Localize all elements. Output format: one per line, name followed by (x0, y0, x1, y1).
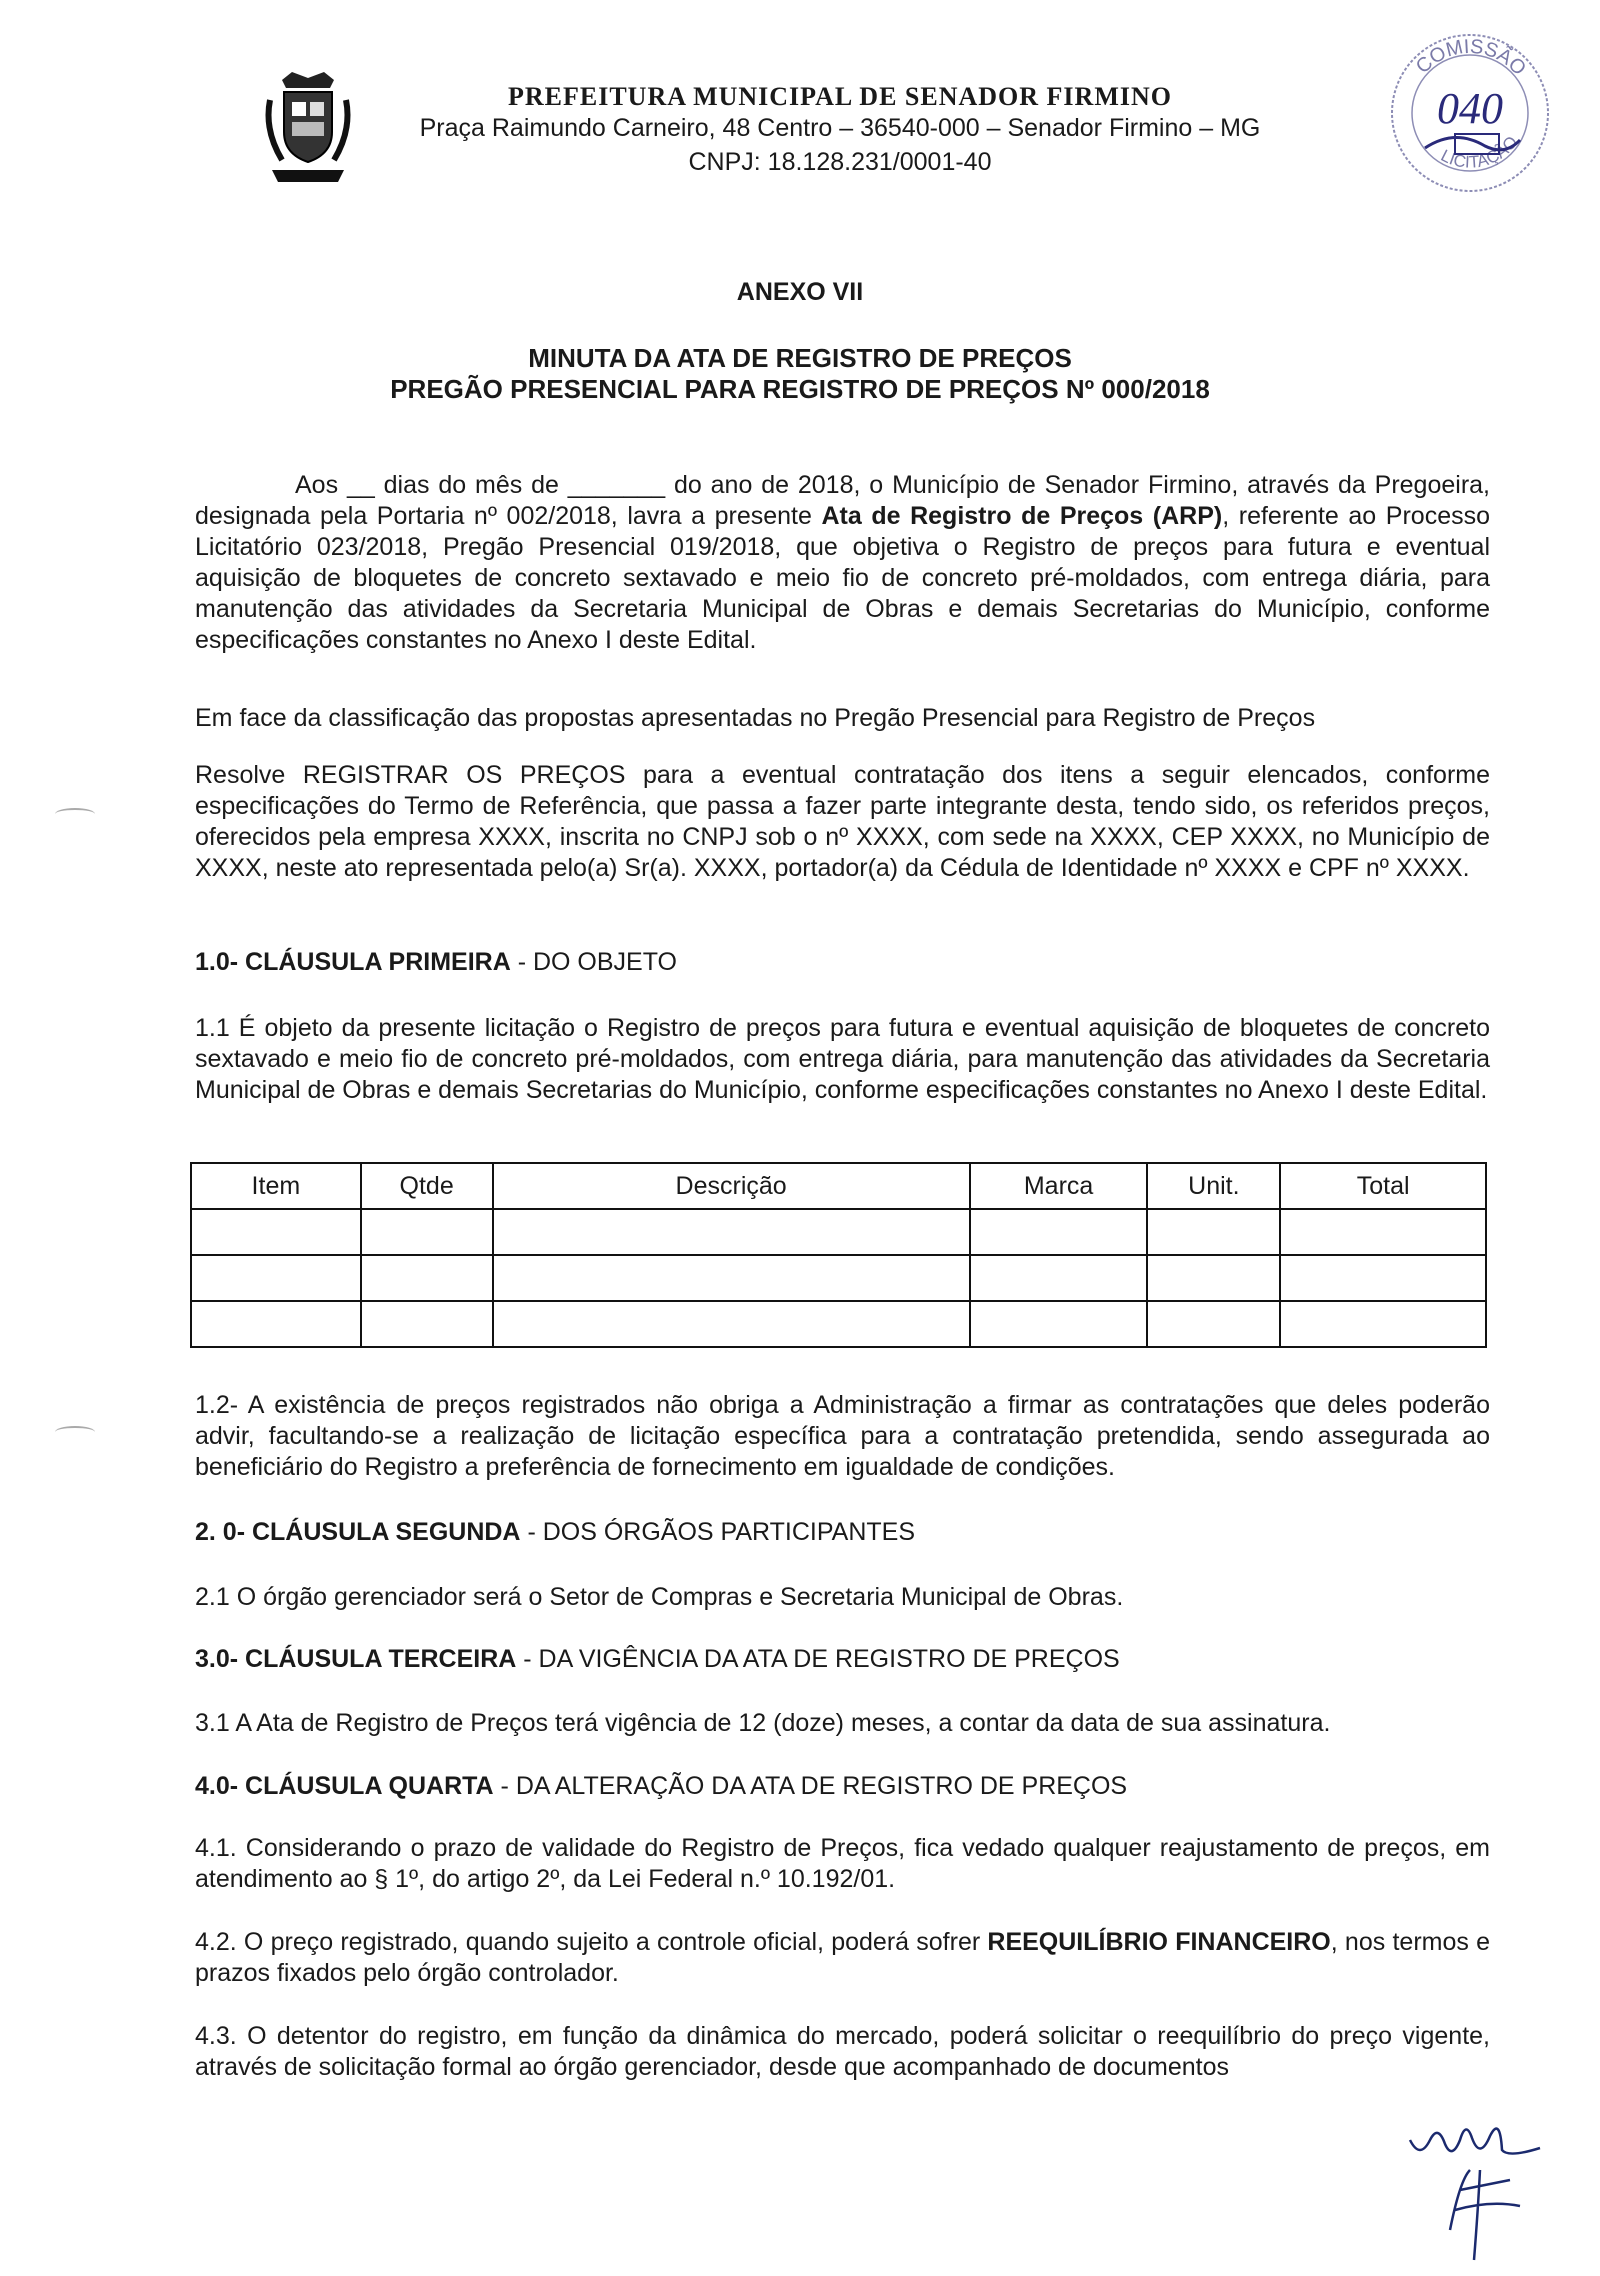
face-line: Em face da classificação das propostas apresentadas no Pregão Presencial para Registro de Preços (195, 704, 1316, 732)
intro-text-part1: Aos __ dias do mês de _______ do ano de 2018, o Município de Senador Firmino, através da Pregoeira, designada pela Portaria nº 002/2018, lavra a presente (195, 471, 1490, 530)
stamp-top-text: COMISSÃO (1411, 35, 1531, 80)
clause1-item2: 1.2- A existência de preços registrados não obriga a Administração a firmar as contratações que deles poderão advir, facultando-se a realização de licitação específica para a contratação pretendida, sendo assegurada ao beneficiário do Registro a preferência de fornecimento em igualdade de condições. (195, 1391, 1490, 1481)
clause4-item2-text-a: 4.2. O preço registrado, quando sujeito a controle oficial, poderá sofrer (195, 1928, 988, 1956)
annex-title: ANEXO VII (736, 278, 864, 306)
document-title-line1: MINUTA DA ATA DE REGISTRO DE PREÇOS (528, 343, 1072, 373)
clause2-heading-bold: 2. 0- CLÁUSULA SEGUNDA (195, 1518, 521, 1546)
table-header-row (191, 1163, 1486, 1209)
stamp-bottom-text: LICITAÇÃO (1437, 132, 1522, 172)
clause1-heading (195, 948, 1490, 977)
clause4-item1: 4.1. Considerando o prazo de validade do Registro de Preços, fica vedado qualquer reajustamento de preços, em atendimento ao § 1º, do artigo 2º, da Lei Federal n.º 10.192/01. (195, 1834, 1490, 1893)
clause4-heading-bold: 4.0- CLÁUSULA QUARTA (195, 1772, 494, 1800)
margin-punch-mark (55, 1426, 95, 1438)
table-row (191, 1209, 1486, 1255)
table-header-marca: Marca (970, 1163, 1148, 1209)
resolve-paragraph: Resolve REGISTRAR OS PREÇOS para a eventual contratação dos itens a seguir elencados, conforme especificações do Termo de Referência, que passa a fazer parte integrante desta, tendo sido, os referidos preços, oferecidos pela empresa XXXX, inscrita no CNPJ sob o nº XXXX, com sede na XXXX, CEP XXXX, no Município de XXXX, neste ato representada pelo(a) Sr(a). XXXX, portador(a) da Cédula de Identidade nº XXXX e CPF nº XXXX. (195, 761, 1490, 882)
clause2-heading-rest: - DOS ÓRGÃOS PARTICIPANTES (520, 1518, 916, 1546)
header-title: PREFEITURA MUNICIPAL DE SENADOR FIRMINO (507, 82, 1172, 111)
margin-punch-mark (55, 808, 95, 820)
commission-stamp (1385, 28, 1555, 198)
handwritten-initials (1390, 2110, 1590, 2270)
clause4-item2-bold: REEQUILÍBRIO FINANCEIRO (987, 1928, 1331, 1956)
table-header-total: Total (1280, 1163, 1486, 1209)
clause4-item2-text-c: , nos termos e prazos fixados pelo órgão controlador. (195, 1928, 1490, 1987)
clause1-heading-bold: 1.0- CLÁUSULA PRIMEIRA (195, 948, 511, 976)
table-header-qtde: Qtde (361, 1163, 493, 1209)
header-address: Praça Raimundo Carneiro, 48 Centro – 36540-000 – Senador Firmino – MG (419, 114, 1261, 142)
clause1-heading-rest: - DO OBJETO (510, 948, 677, 976)
table-header-unit: Unit. (1147, 1163, 1280, 1209)
clause4-heading (195, 1772, 1490, 1801)
header-cnpj: CNPJ: 18.128.231/0001-40 (688, 148, 992, 176)
table-row (191, 1255, 1486, 1301)
document-title-line2: PREGÃO PRESENCIAL PARA REGISTRO DE PREÇOS Nº 000/2018 (390, 374, 1210, 404)
clause1-item1: 1.1 É objeto da presente licitação o Registro de preços para futura e eventual aquisição de bloquetes de concreto sextavado e meio fio de concreto pré-moldados, com entrega diária, para manutenção das atividades da Secretaria Municipal de Obras e demais Secretarias do Município, conforme especificações constantes no Anexo I deste Edital. (195, 1014, 1490, 1104)
table-header-item: Item (191, 1163, 361, 1209)
intro-text-part2: , referente ao Processo Licitatório 023/2018, Pregão Presencial 019/2018, que objetiva o Registro de preços para futura e eventual aquisição de bloquetes de concreto sextavado e meio fio de concreto pré-moldados, com entrega diária, para manutenção das atividades da Secretaria Municipal de Obras e demais Secretarias do Município, conforme especificações constantes no Anexo I deste Edital. (195, 502, 1490, 654)
table-row (191, 1301, 1486, 1347)
clause4-heading-rest: - DA ALTERAÇÃO DA ATA DE REGISTRO DE PREÇOS (493, 1772, 1128, 1800)
clause3-heading (195, 1645, 1490, 1674)
clause4-item3: 4.3. O detentor do registro, em função da dinâmica do mercado, poderá solicitar o reequilíbrio do preço vigente, através de solicitação formal ao órgão gerenciador, desde que acompanhado de documentos (195, 2022, 1490, 2081)
table-header-descricao: Descrição (493, 1163, 970, 1209)
clause3-item1: 3.1 A Ata de Registro de Preços terá vigência de 12 (doze) meses, a contar da data de sua assinatura. (195, 1709, 1331, 1737)
intro-bold-arp: Ata de Registro de Preços (ARP) (821, 502, 1223, 530)
items-table (190, 1162, 1487, 1348)
clause2-heading (195, 1518, 1490, 1547)
intro-paragraph (195, 470, 1490, 656)
clause4-item2 (195, 1927, 1490, 1989)
clause3-heading-bold: 3.0- CLÁUSULA TERCEIRA (195, 1645, 517, 1673)
svg-text:COMISSÃO (1412, 36, 1530, 80)
stamp-number: 040 (1437, 84, 1503, 133)
clause2-item1: 2.1 O órgão gerenciador será o Setor de Compras e Secretaria Municipal de Obras. (195, 1583, 1124, 1611)
clause3-heading-rest: - DA VIGÊNCIA DA ATA DE REGISTRO DE PREÇOS (516, 1645, 1120, 1673)
